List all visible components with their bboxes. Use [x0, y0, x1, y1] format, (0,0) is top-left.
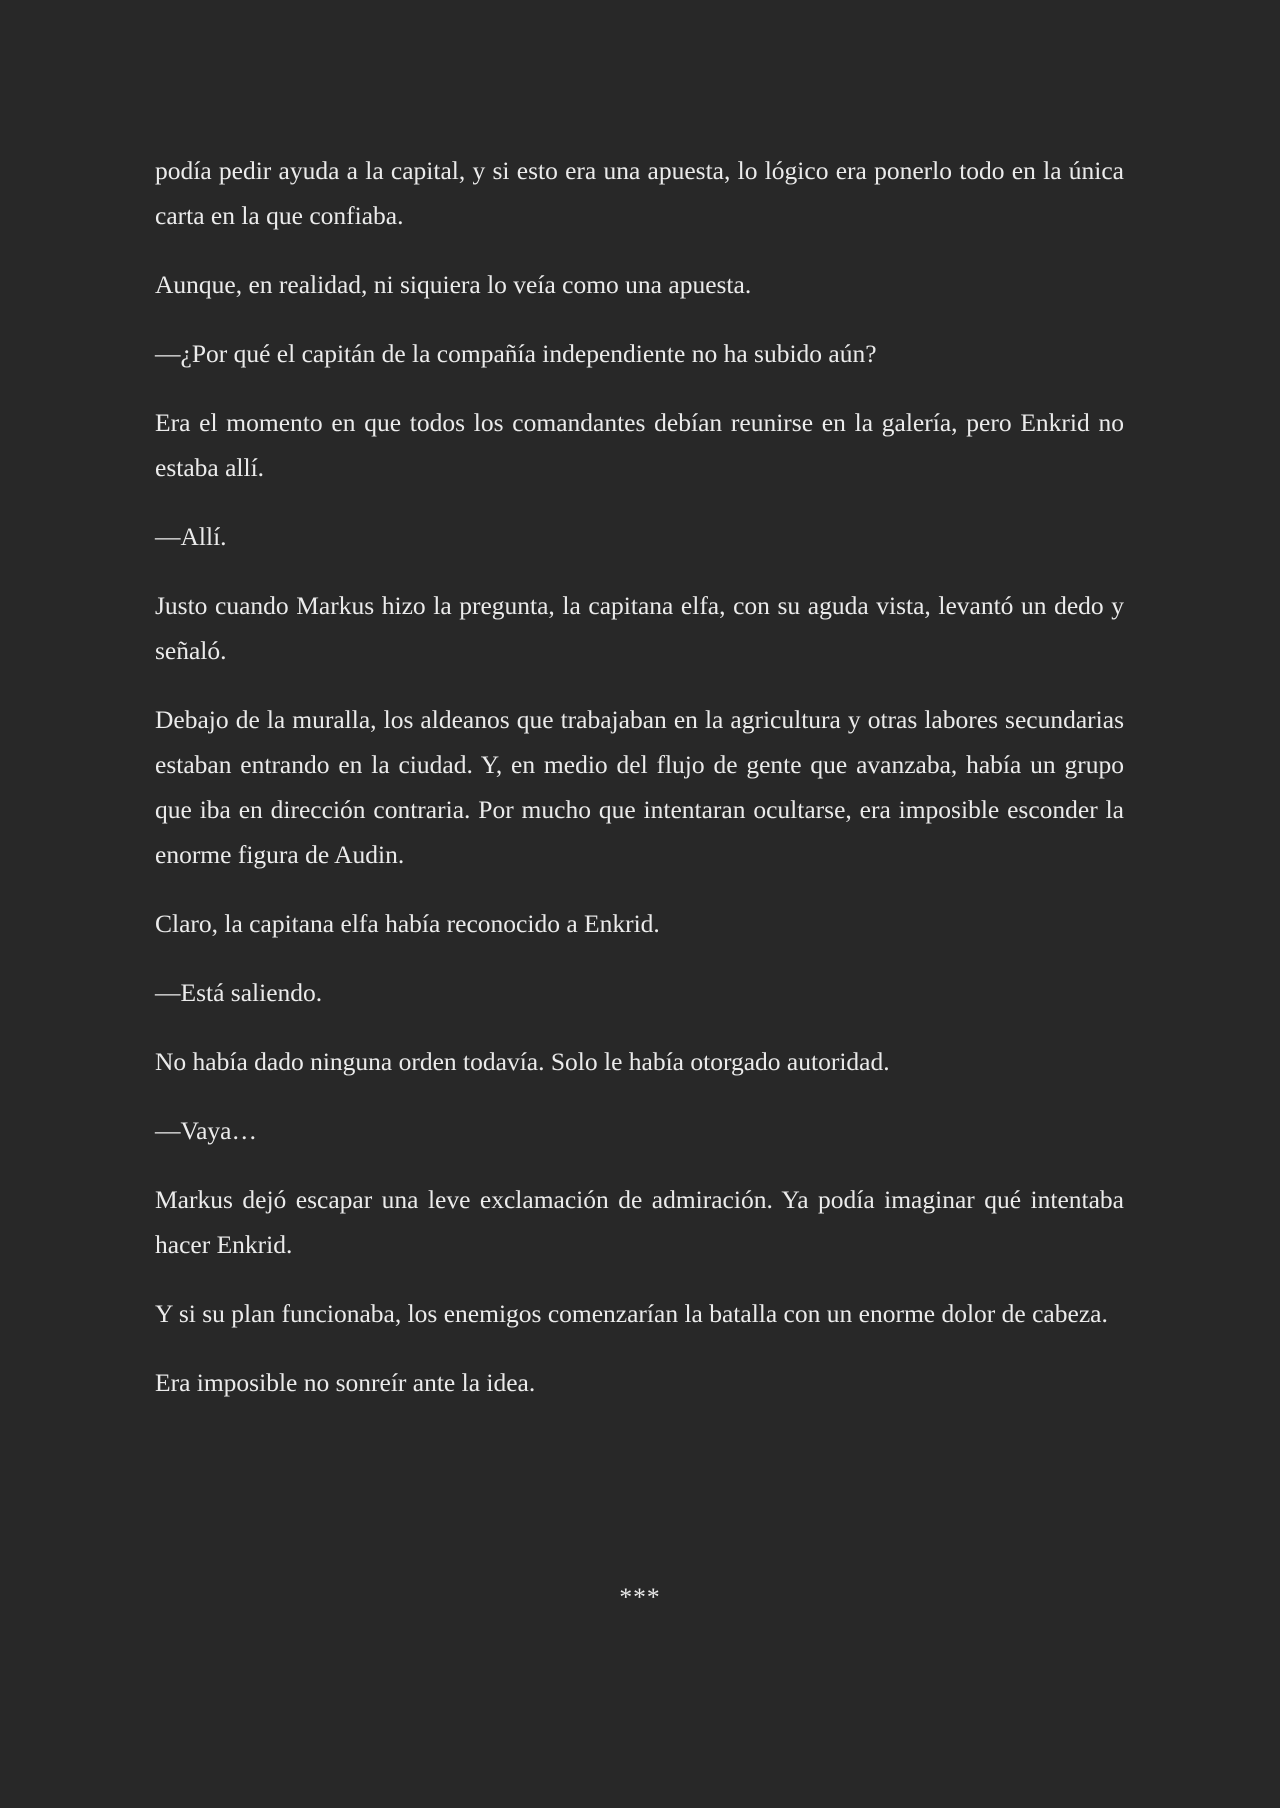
section-break: ***: [619, 1582, 661, 1611]
paragraph: Y si su plan funcionaba, los enemigos comenzarían la batalla con un enorme dolor de cabeza.: [155, 1299, 1108, 1328]
paragraph: —Allí.: [155, 522, 227, 551]
paragraph: —¿Por qué el capitán de la compañía independiente no ha subido aún?: [155, 339, 877, 368]
reader-page: [155, 148, 1124, 1429]
paragraph: Debajo de la muralla, los aldeanos que trabajaban en la agricultura y otras labores secundarias estaban entrando en la ciudad. Y, en medio del flujo de gente que avanzaba, había un grupo que iba en dirección contraria. Por mucho que intentaran ocultarse, era imposible esconder la enorme figura de Audin.: [155, 705, 1124, 869]
paragraph: No había dado ninguna orden todavía. Solo le había otorgado autoridad.: [155, 1047, 890, 1076]
paragraph: Justo cuando Markus hizo la pregunta, la capitana elfa, con su aguda vista, levantó un dedo y señaló.: [155, 591, 1124, 665]
paragraph: Era imposible no sonreír ante la idea.: [155, 1368, 536, 1397]
paragraph: Markus dejó escapar una leve exclamación de admiración. Ya podía imaginar qué intentaba hacer Enkrid.: [155, 1185, 1124, 1259]
paragraph: Aunque, en realidad, ni siquiera lo veía como una apuesta.: [155, 270, 752, 299]
paragraph: Claro, la capitana elfa había reconocido a Enkrid.: [155, 909, 660, 938]
paragraph: —Está saliendo.: [155, 978, 323, 1007]
paragraph: podía pedir ayuda a la capital, y si esto era una apuesta, lo lógico era ponerlo todo en la única carta en la que confiaba.: [155, 156, 1124, 230]
paragraph: —Vaya…: [155, 1116, 257, 1145]
paragraph: Era el momento en que todos los comandantes debían reunirse en la galería, pero Enkrid no estaba allí.: [155, 408, 1124, 482]
